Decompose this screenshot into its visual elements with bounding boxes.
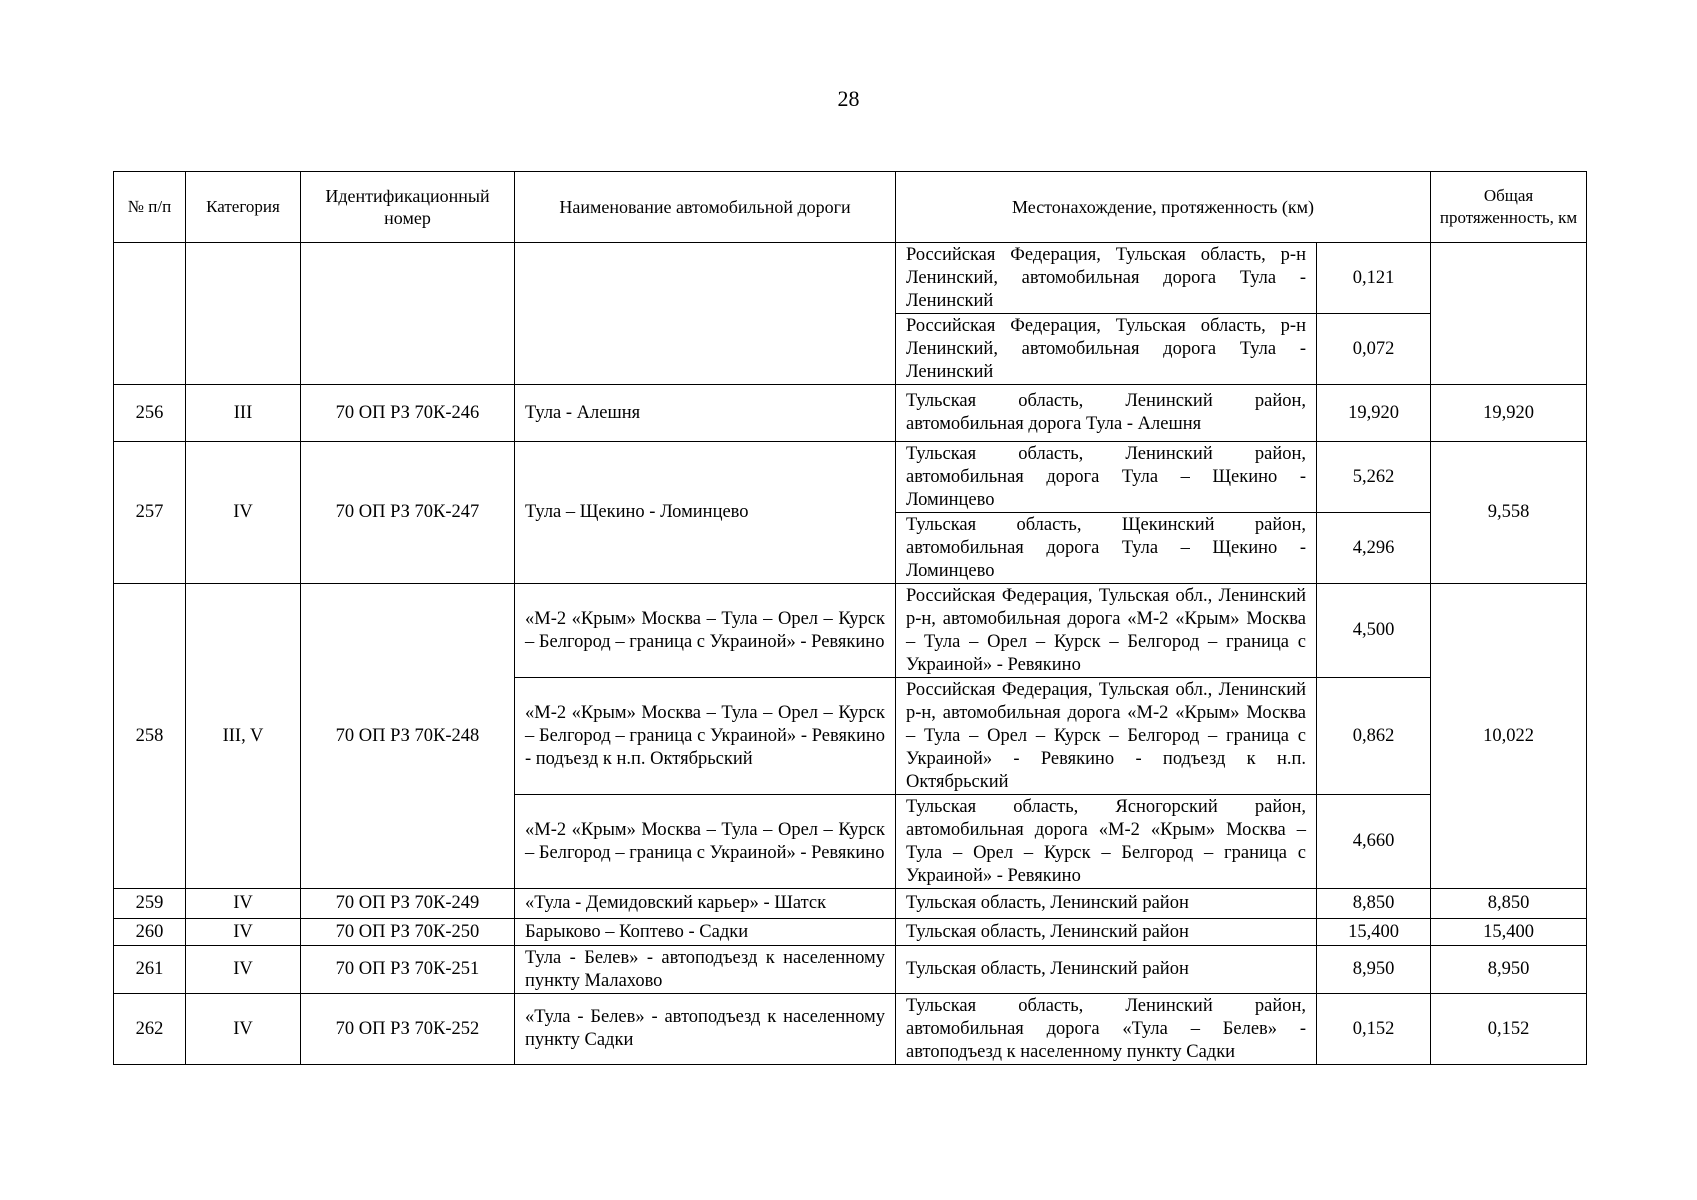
- cell-total: 0,152: [1431, 994, 1587, 1065]
- cell-length: 15,400: [1317, 919, 1431, 946]
- cell-length: 0,072: [1317, 314, 1431, 385]
- cell-id-number: [301, 243, 515, 385]
- cell-road-name: Барыково – Коптево - Садки: [515, 919, 896, 946]
- cell-id-number: 70 ОП РЗ 70К-246: [301, 385, 515, 442]
- cell-location: Российская Федерация, Тульская область, р-н Ленинский, автомобильная дорога Тула - Ленинский: [896, 314, 1317, 385]
- cell-num: 259: [114, 889, 186, 919]
- cell-category: IV: [186, 994, 301, 1065]
- cell-category: III: [186, 385, 301, 442]
- cell-category: IV: [186, 442, 301, 584]
- col-header-num: № п/п: [114, 172, 186, 243]
- cell-total: 8,850: [1431, 889, 1587, 919]
- table-row: [114, 889, 1587, 919]
- cell-num: 260: [114, 919, 186, 946]
- table-row: [114, 385, 1587, 442]
- cell-category: IV: [186, 919, 301, 946]
- cell-location: Тульская область, Ясногорский район, автомобильная дорога «М-2 «Крым» Москва – Тула – Орел – Курск – Белгород – граница с Украиной» - Ревякино: [896, 795, 1317, 889]
- cell-length: 0,121: [1317, 243, 1431, 314]
- cell-category: IV: [186, 946, 301, 994]
- cell-num: [114, 243, 186, 385]
- cell-length: 5,262: [1317, 442, 1431, 513]
- cell-location: Российская Федерация, Тульская обл., Ленинский р-н, автомобильная дорога «М-2 «Крым» Москва – Тула – Орел – Курск – Белгород – граница с Украиной» - Ревякино: [896, 584, 1317, 678]
- cell-category: III, V: [186, 584, 301, 889]
- col-header-location: Местонахождение, протяженность (км): [896, 172, 1431, 243]
- page-number: 28: [837, 86, 860, 111]
- cell-location: Российская Федерация, Тульская обл., Ленинский р-н, автомобильная дорога «М-2 «Крым» Москва – Тула – Орел – Курск – Белгород – граница с Украиной» - Ревякино - подъезд к н.п. Октябрьский: [896, 678, 1317, 795]
- cell-num: 258: [114, 584, 186, 889]
- col-header-id-number: Идентификационный номер: [301, 172, 515, 243]
- cell-length: 4,500: [1317, 584, 1431, 678]
- cell-road-name: «Тула - Демидовский карьер» - Шатск: [515, 889, 896, 919]
- cell-location: Тульская область, Щекинский район, автомобильная дорога Тула – Щекино - Ломинцево: [896, 513, 1317, 584]
- cell-id-number: 70 ОП РЗ 70К-249: [301, 889, 515, 919]
- cell-id-number: 70 ОП РЗ 70К-251: [301, 946, 515, 994]
- cell-id-number: 70 ОП РЗ 70К-248: [301, 584, 515, 889]
- cell-total: 15,400: [1431, 919, 1587, 946]
- col-header-category: Категория: [186, 172, 301, 243]
- cell-total: 8,950: [1431, 946, 1587, 994]
- cell-location: Российская Федерация, Тульская область, р-н Ленинский, автомобильная дорога Тула - Ленинский: [896, 243, 1317, 314]
- table-row: [114, 919, 1587, 946]
- cell-category: IV: [186, 889, 301, 919]
- cell-total: 10,022: [1431, 584, 1587, 889]
- cell-location: Тульская область, Ленинский район, автомобильная дорога «Тула – Белев» - автоподъезд к населенному пункту Садки: [896, 994, 1317, 1065]
- cell-location: Тульская область, Ленинский район: [896, 889, 1317, 919]
- cell-num: 256: [114, 385, 186, 442]
- table-row: [114, 442, 1587, 513]
- cell-road-name: Тула - Алешня: [515, 385, 896, 442]
- cell-length: 0,152: [1317, 994, 1431, 1065]
- cell-length: 8,950: [1317, 946, 1431, 994]
- cell-num: 261: [114, 946, 186, 994]
- cell-road-name: «Тула - Белев» - автоподъезд к населенному пункту Садки: [515, 994, 896, 1065]
- table-header-row: [114, 172, 1587, 243]
- cell-road-name: Тула – Щекино - Ломинцево: [515, 442, 896, 584]
- cell-location: Тульская область, Ленинский район: [896, 946, 1317, 994]
- cell-total: [1431, 243, 1587, 385]
- cell-total: 19,920: [1431, 385, 1587, 442]
- cell-length: 4,296: [1317, 513, 1431, 584]
- cell-road-name: «М-2 «Крым» Москва – Тула – Орел – Курск – Белгород – граница с Украиной» - Ревякино: [515, 584, 896, 678]
- cell-category: [186, 243, 301, 385]
- cell-num: 257: [114, 442, 186, 584]
- cell-id-number: 70 ОП РЗ 70К-250: [301, 919, 515, 946]
- table-row: [114, 584, 1587, 678]
- cell-length: 4,660: [1317, 795, 1431, 889]
- col-header-total: Общая протяженность, км: [1431, 172, 1587, 243]
- cell-road-name: Тула - Белев» - автоподъезд к населенному пункту Малахово: [515, 946, 896, 994]
- cell-road-name: «М-2 «Крым» Москва – Тула – Орел – Курск – Белгород – граница с Украиной» - Ревякино: [515, 795, 896, 889]
- cell-location: Тульская область, Ленинский район, автомобильная дорога Тула - Алешня: [896, 385, 1317, 442]
- cell-length: 8,850: [1317, 889, 1431, 919]
- cell-total: 9,558: [1431, 442, 1587, 584]
- cell-id-number: 70 ОП РЗ 70К-252: [301, 994, 515, 1065]
- cell-road-name: [515, 243, 896, 385]
- cell-road-name: «М-2 «Крым» Москва – Тула – Орел – Курск – Белгород – граница с Украиной» - Ревякино - подъезд к н.п. Октябрьский: [515, 678, 896, 795]
- cell-location: Тульская область, Ленинский район, автомобильная дорога Тула – Щекино - Ломинцево: [896, 442, 1317, 513]
- cell-num: 262: [114, 994, 186, 1065]
- table-row: [114, 994, 1587, 1065]
- col-header-road-name: Наименование автомобильной дороги: [515, 172, 896, 243]
- cell-location: Тульская область, Ленинский район: [896, 919, 1317, 946]
- table-row: [114, 243, 1587, 314]
- table-row: [114, 946, 1587, 994]
- cell-id-number: 70 ОП РЗ 70К-247: [301, 442, 515, 584]
- cell-length: 19,920: [1317, 385, 1431, 442]
- roads-table: [113, 171, 1587, 1065]
- cell-length: 0,862: [1317, 678, 1431, 795]
